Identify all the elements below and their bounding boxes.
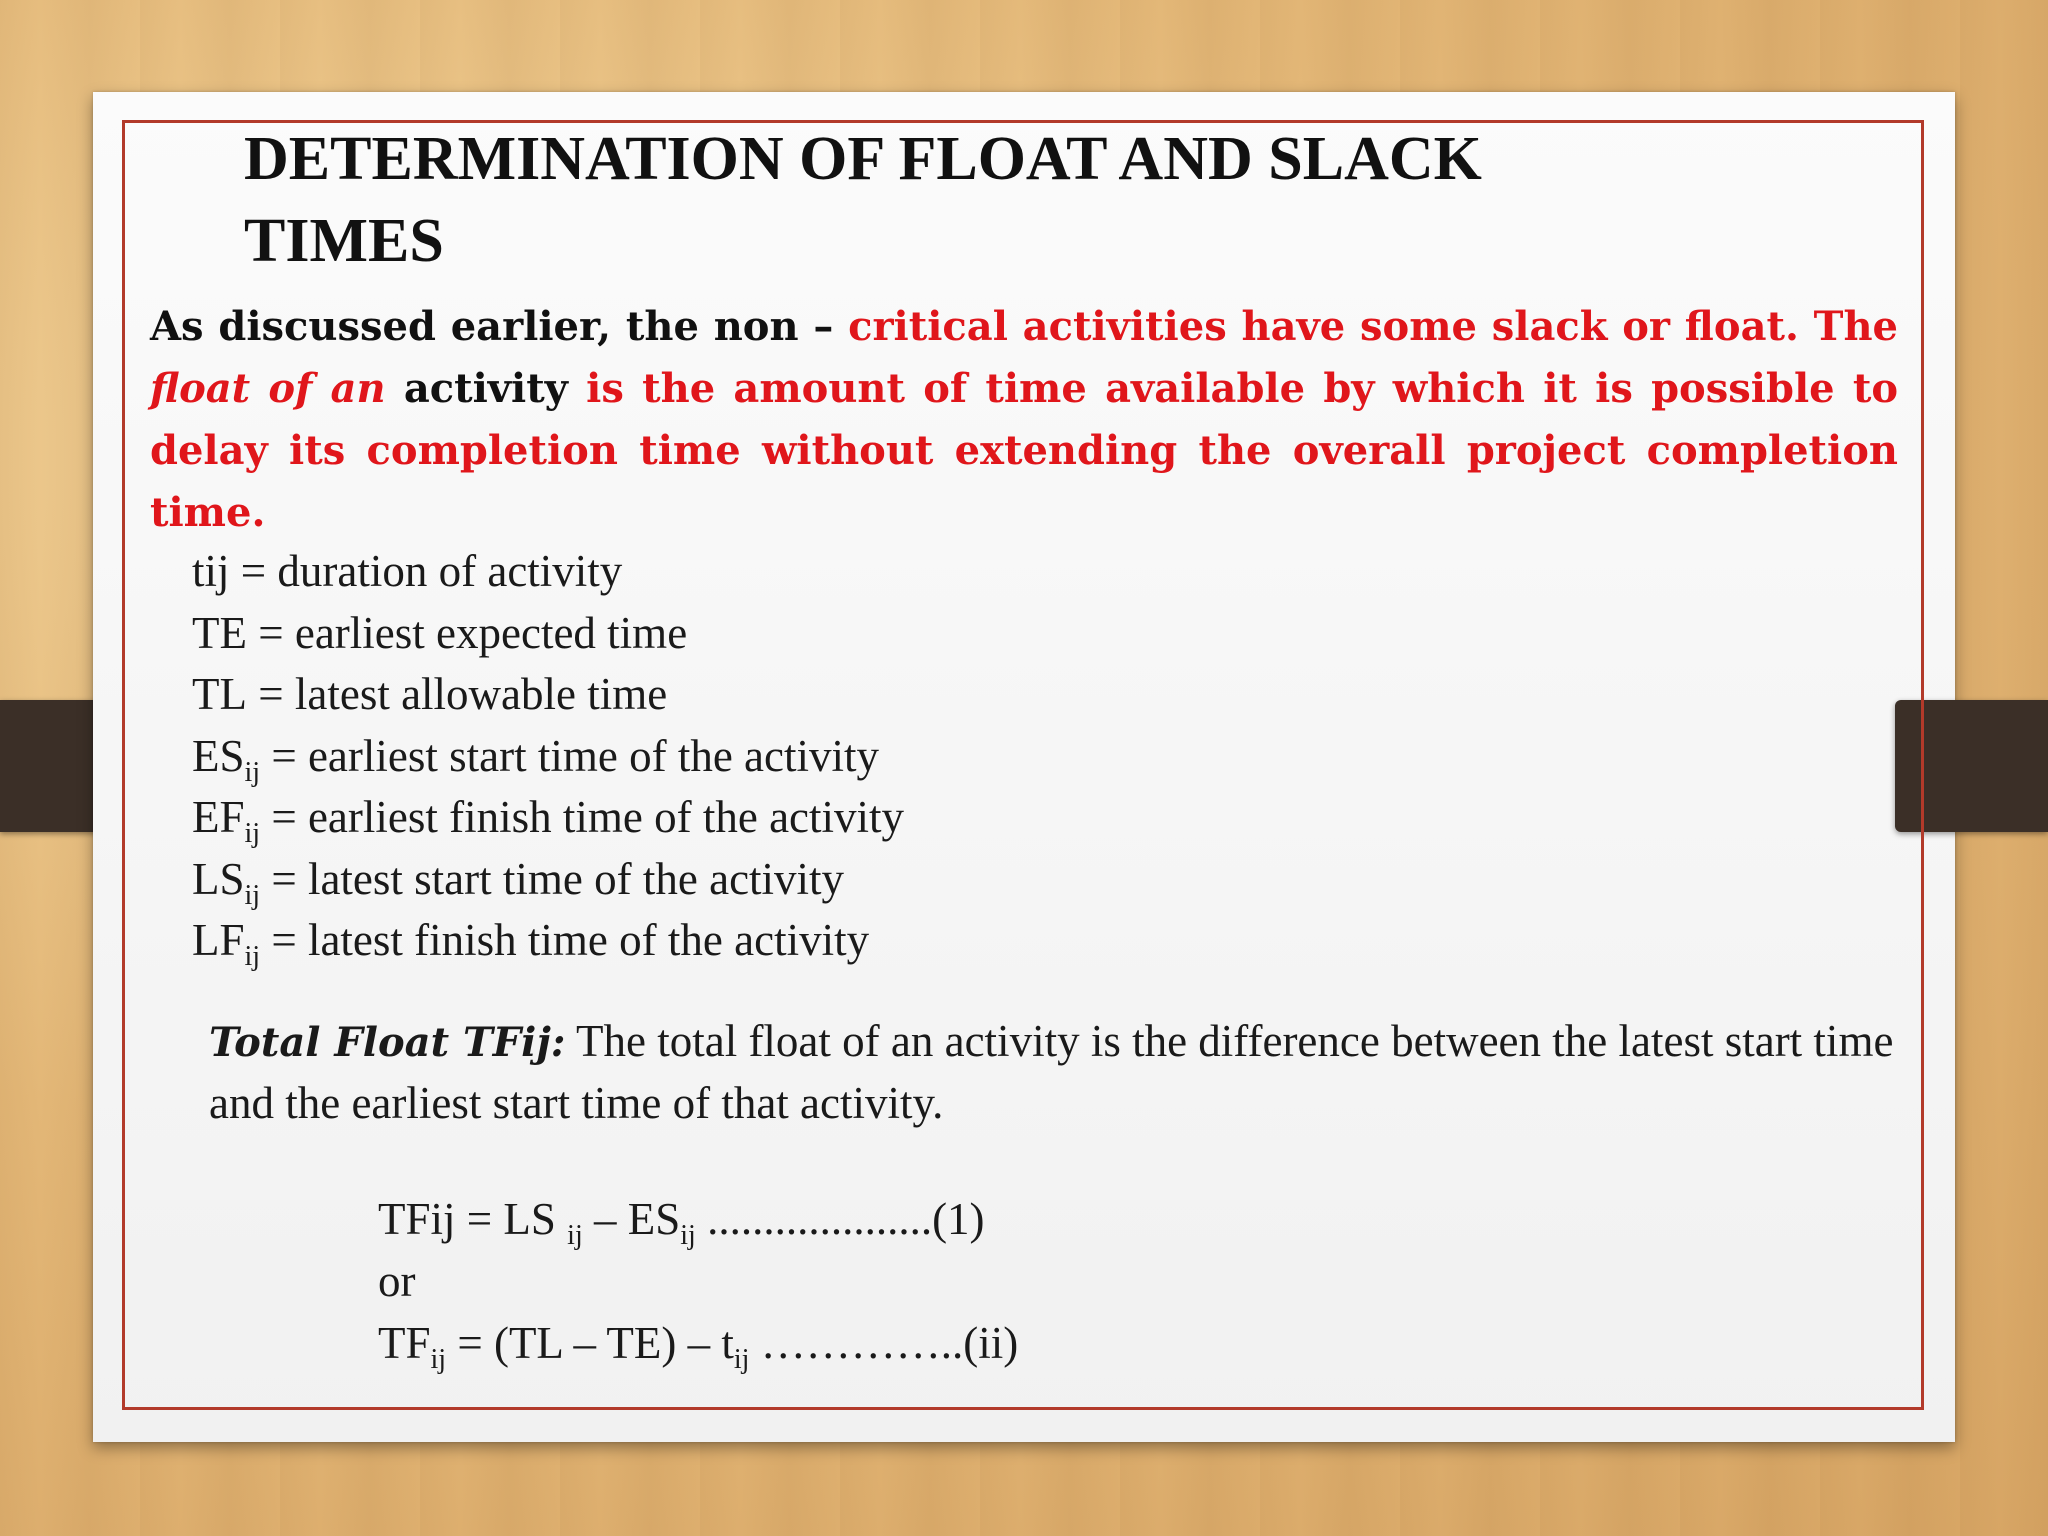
total-float-label: Total Float TFij: [209, 1019, 566, 1066]
formula-1-sub-2: ij [680, 1220, 696, 1251]
title-line-2: TIMES [244, 207, 444, 275]
intro-paragraph [150, 296, 1898, 544]
definition-item [192, 910, 904, 972]
definition-item [192, 787, 904, 849]
definition-subscript: ij [244, 941, 261, 972]
formula-or: or [378, 1256, 416, 1306]
title-line-1: DETERMINATION OF FLOAT AND SLACK [244, 125, 1482, 193]
definition-item [192, 541, 904, 603]
intro-red-2: is the amount of time available by which it is possible to delay its completion time without extending the overall project completion time. [150, 365, 1898, 536]
formula-2-sub-2: ij [733, 1344, 750, 1375]
total-float-paragraph [209, 1011, 1949, 1134]
intro-black-mid: activity [385, 365, 568, 412]
definition-symbol: LS [192, 853, 245, 904]
definition-item [192, 726, 904, 788]
intro-black-start: As discussed earlier, the non – [150, 303, 849, 350]
definition-symbol: ES [192, 730, 245, 781]
definition-text: = earliest start time of the activity [260, 730, 880, 781]
formula-1 [378, 1188, 1018, 1250]
definition-symbol: tij [192, 546, 230, 596]
definition-subscript: ij [244, 818, 261, 849]
definition-subscript: ij [244, 879, 261, 911]
intro-red-italic: float of an [150, 365, 386, 412]
formula-1-mid: – ES [582, 1194, 681, 1244]
definition-item [192, 664, 904, 726]
intro-red-1: critical activities have some slack or float. The [848, 303, 1898, 350]
definition-text: = duration of activity [229, 546, 623, 596]
definition-symbol: TE [192, 607, 247, 658]
definition-item [192, 603, 904, 665]
formula-2-end: …………..(ii) [749, 1318, 1019, 1368]
formula-1-start: TFij = LS [378, 1194, 568, 1244]
formula-1-sub-1: ij [567, 1220, 583, 1251]
definition-symbol: TL [192, 669, 247, 719]
definition-item [192, 849, 904, 911]
formula-2 [378, 1312, 1018, 1374]
formula-2-mid: = (TL – TE) – t [446, 1318, 734, 1368]
formula-1-end: ....................(1) [695, 1194, 985, 1244]
definition-symbol: LF [192, 915, 245, 965]
formula-block [378, 1188, 1018, 1374]
formula-2-sub-1: ij [430, 1344, 447, 1375]
definition-text: = earliest finish time of the activity [260, 792, 905, 842]
total-float-text: The total float of an activity is the difference between the latest start time and the earliest start time of that activity. [209, 1016, 1894, 1128]
definition-symbol: EF [192, 792, 245, 842]
definition-text: = earliest expected time [246, 607, 688, 658]
definition-text: = latest finish time of the activity [260, 915, 870, 965]
definitions-list [192, 541, 904, 972]
definition-text: = latest allowable time [246, 669, 668, 719]
definition-text: = latest start time of the activity [260, 853, 845, 904]
definition-subscript: ij [244, 756, 261, 788]
slide-title [244, 118, 1804, 282]
formula-2-start: TF [378, 1318, 431, 1368]
